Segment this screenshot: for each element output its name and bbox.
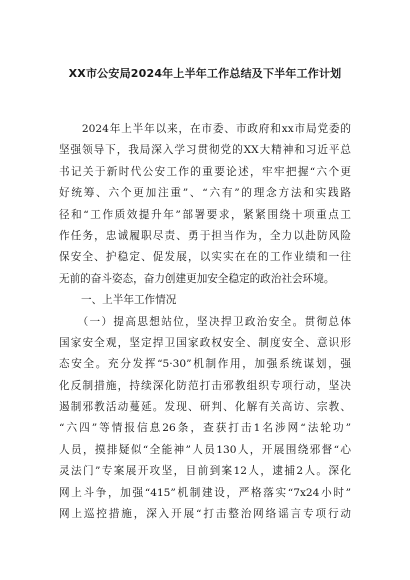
body-line: 径和“工作质效提升年”部署要求，紧紧围绕十项重点工 — [59, 208, 351, 221]
body-line: 作任务，忠诚履职尽责、勇于担当作为，全力以赴防风险 — [59, 229, 351, 242]
body-line: 灵法门”专案展开攻坚，目前到案12人，逮捕2人。深化 — [59, 465, 351, 478]
body-line: 书记关于新时代公安工作的重要论述，牢牢把握“六个更 — [59, 165, 351, 178]
body-line: 化反制措施，持续深化防范打击邪教组织专项行动，坚决 — [59, 379, 351, 392]
body-line: （一）提高思想站位，坚决捍卫政治安全。贯彻总体 — [59, 315, 351, 328]
body-line: 坚强领导下，我局深入学习贯彻党的XX大精神和习近平总 — [59, 144, 351, 157]
body-line: 遏制邪教活动蔓延。发现、研判、化解有关高访、宗教、 — [59, 401, 351, 414]
body-line: 好统筹、六个更加注重”、“六有”的理念方法和实践路 — [59, 187, 351, 200]
body-line: 无前的奋斗姿态，奋力创建更加安全稳定的政治社会环境。 — [59, 272, 335, 285]
body-line: 国家安全观，坚定捍卫国家政权安全、制度安全、意识形 — [59, 336, 351, 349]
body-line: 2024年上半年以来，在市委、市政府和xx市局党委的 — [59, 123, 351, 135]
body-line: “六四”等情报信息26条，查获打击1名涉网“法轮功” — [59, 422, 351, 435]
body-line: 态安全。充分发挥“5·30”机制作用，加强系统谋划，强 — [59, 358, 351, 371]
body-line: 网上斗争，加强“415”机制建设，严格落实“7x24小时” — [59, 486, 351, 499]
body-line: 保安全、护稳定、促发展，以实实在在的工作业绩和一往 — [59, 251, 351, 264]
document-body — [59, 119, 351, 525]
body-line: 人员，摸排疑似“全能神”人员130人，开展围绕邪督“心 — [59, 443, 351, 456]
section-heading: 一、上半年工作情况 — [81, 294, 177, 307]
body-line: 网上巡控措施，深入开展“打击整治网络谣言专项行动 — [59, 508, 351, 521]
document-title: XX市公安局2024年上半年工作总结及下半年工作计划 — [68, 67, 342, 80]
